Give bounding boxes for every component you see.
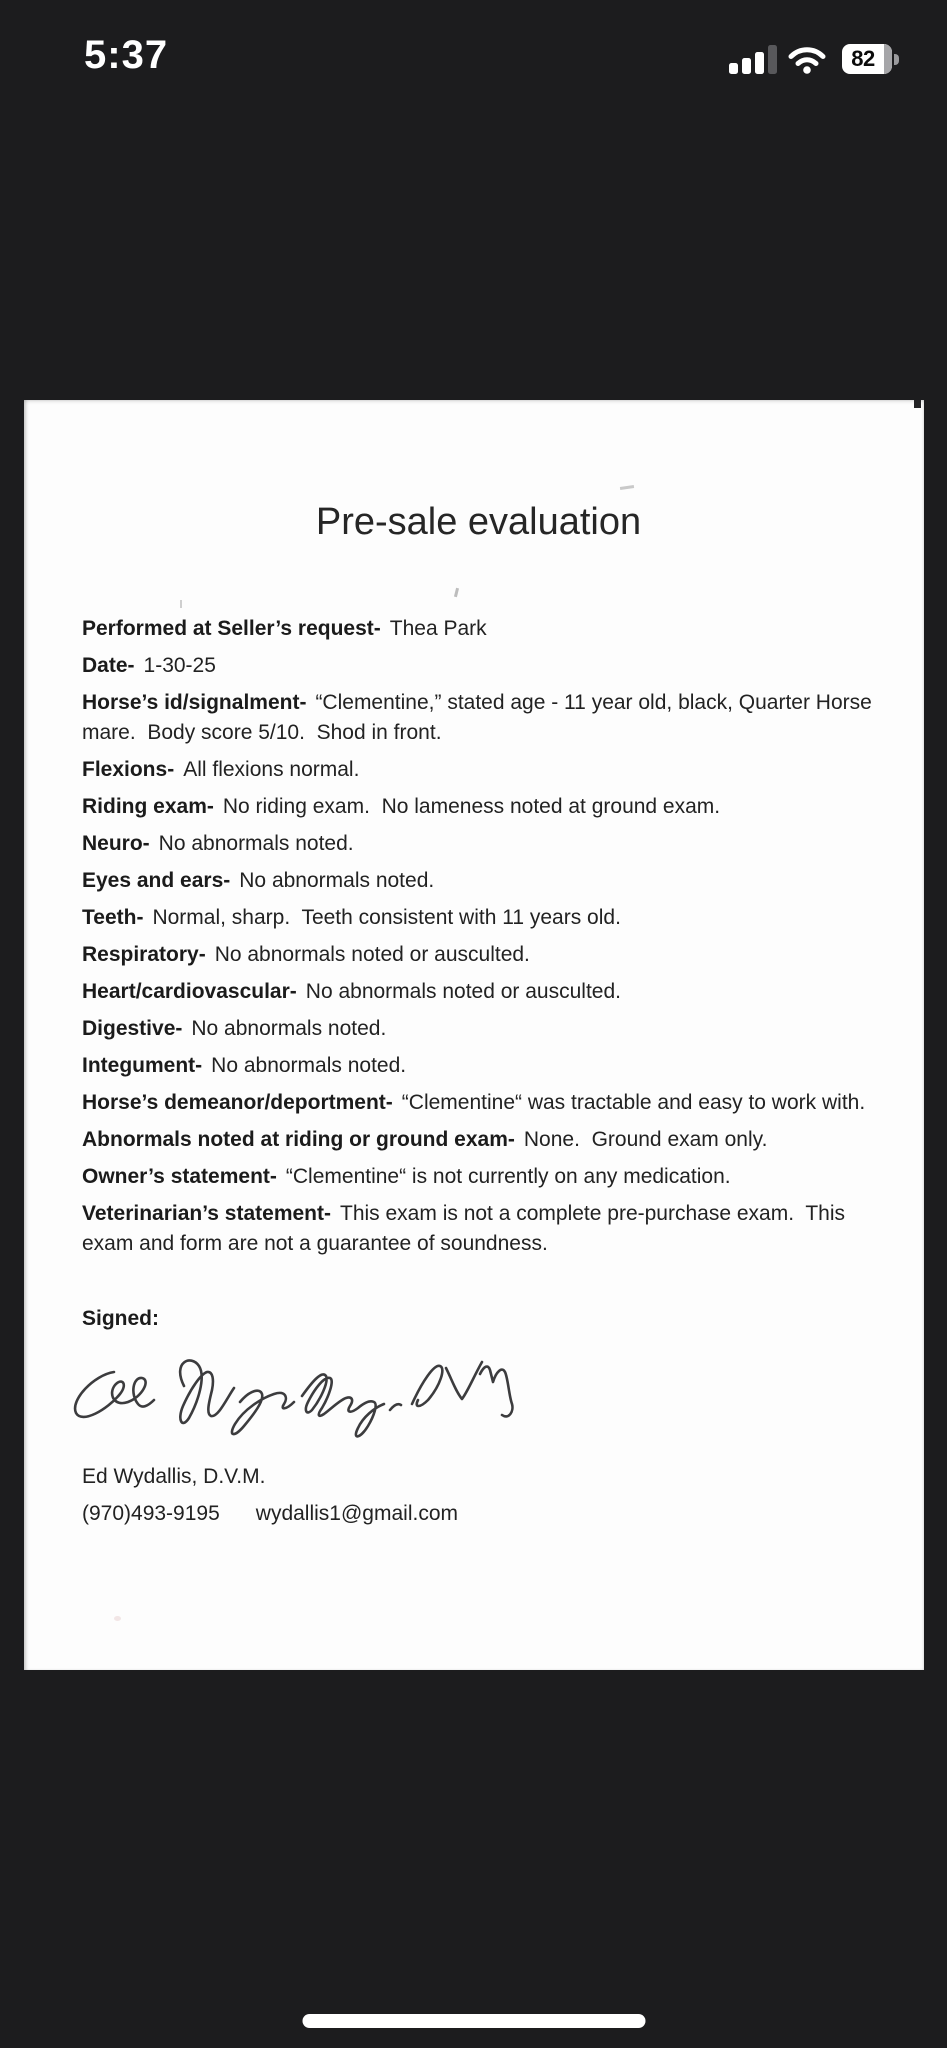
field-row-demeanor — [82, 1088, 875, 1118]
field-label: Riding exam- — [82, 795, 214, 818]
field-value: Thea Park — [389, 617, 487, 640]
home-indicator[interactable] — [302, 2014, 645, 2028]
field-row-neuro — [82, 829, 875, 859]
field-value: This exam is not a complete pre-purchase exam. This exam and form are not a guarantee of soundness. — [82, 1202, 851, 1255]
battery-icon — [842, 44, 892, 74]
field-row-eyes-ears — [82, 866, 875, 896]
field-value: No abnormals noted or ausculted. — [214, 943, 530, 966]
field-row-owner-statement — [82, 1162, 875, 1192]
field-label: Flexions- — [82, 758, 175, 781]
scan-artifact-dash — [620, 485, 634, 490]
field-row-flexions — [82, 755, 875, 785]
scan-artifact-notch — [914, 400, 921, 408]
field-row-respiratory — [82, 940, 875, 970]
field-label: Abnormals noted at riding or ground exam- — [82, 1128, 515, 1151]
phone-number: (970)493-9195 — [82, 1502, 220, 1525]
field-label: Horse’s id/signalment- — [82, 691, 307, 714]
signal-bar-3 — [755, 52, 764, 74]
field-row-date — [82, 651, 875, 681]
field-row-performed-at — [82, 614, 875, 644]
field-label: Veterinarian’s statement- — [82, 1202, 331, 1225]
field-label: Respiratory- — [82, 943, 206, 966]
field-value: “Clementine“ is not currently on any medication. — [285, 1165, 731, 1188]
signer-name: Ed Wydallis, D.V.M. — [82, 1465, 266, 1488]
field-label: Horse’s demeanor/deportment- — [82, 1091, 393, 1114]
signal-bar-4 — [768, 45, 777, 74]
field-value: Normal, sharp. Teeth consistent with 11 years old. — [152, 906, 621, 929]
field-value: No abnormals noted or ausculted. — [305, 980, 621, 1003]
field-list — [82, 614, 878, 1259]
field-value: No abnormals noted. — [158, 832, 354, 855]
field-label: Eyes and ears- — [82, 869, 231, 892]
field-value: “Clementine,” stated age - 11 year old, black, Quarter Horse mare. Body score 5/10. Shod in front. — [82, 691, 878, 744]
field-label: Digestive- — [82, 1017, 183, 1040]
signal-bar-2 — [742, 58, 751, 74]
field-value: “Clementine“ was tractable and easy to work with. — [401, 1091, 866, 1114]
field-value: No abnormals noted. — [211, 1054, 407, 1077]
signed-label: Signed: — [82, 1307, 159, 1330]
signal-bar-1 — [729, 63, 738, 74]
field-label: Integument- — [82, 1054, 203, 1077]
field-row-integument — [82, 1051, 875, 1081]
contact-line — [82, 1499, 875, 1529]
document-page[interactable] — [24, 400, 924, 1670]
email-address: wydallis1@gmail.com — [255, 1502, 458, 1525]
field-row-heart — [82, 977, 875, 1007]
field-row-vet-statement — [82, 1199, 875, 1259]
document-content — [24, 501, 924, 1529]
field-label: Heart/cardiovascular- — [82, 980, 297, 1003]
field-label: Date- — [82, 654, 135, 677]
field-row-riding-exam — [82, 792, 875, 822]
field-row-abnormals — [82, 1125, 875, 1155]
signature-handwriting — [68, 1352, 520, 1452]
field-label: Teeth- — [82, 906, 144, 929]
field-value: No abnormals noted. — [191, 1017, 387, 1040]
field-label: Performed at Seller’s request- — [82, 617, 381, 640]
status-time: 5:37 — [84, 33, 169, 77]
battery-depleted-strip — [884, 44, 892, 74]
scan-artifact-tick — [180, 600, 182, 608]
field-row-teeth — [82, 903, 875, 933]
page-title: Pre-sale evaluation — [315, 501, 642, 543]
field-value: 1-30-25 — [143, 654, 216, 677]
wifi-icon — [786, 43, 828, 75]
battery-cap — [894, 54, 899, 65]
field-value: No riding exam. No lameness noted at ground exam. — [222, 795, 721, 818]
status-bar — [0, 0, 947, 95]
battery-percent: 82 — [851, 46, 875, 71]
field-value: None. Ground exam only. — [523, 1128, 768, 1151]
field-value: All flexions normal. — [183, 758, 360, 781]
cellular-signal-icon — [729, 45, 777, 74]
scan-artifact-smudge — [114, 1616, 121, 1621]
field-value: No abnormals noted. — [239, 869, 435, 892]
field-label: Neuro- — [82, 832, 150, 855]
field-row-digestive — [82, 1014, 875, 1044]
field-label: Owner’s statement- — [82, 1165, 277, 1188]
field-row-id-signalment — [82, 688, 878, 748]
